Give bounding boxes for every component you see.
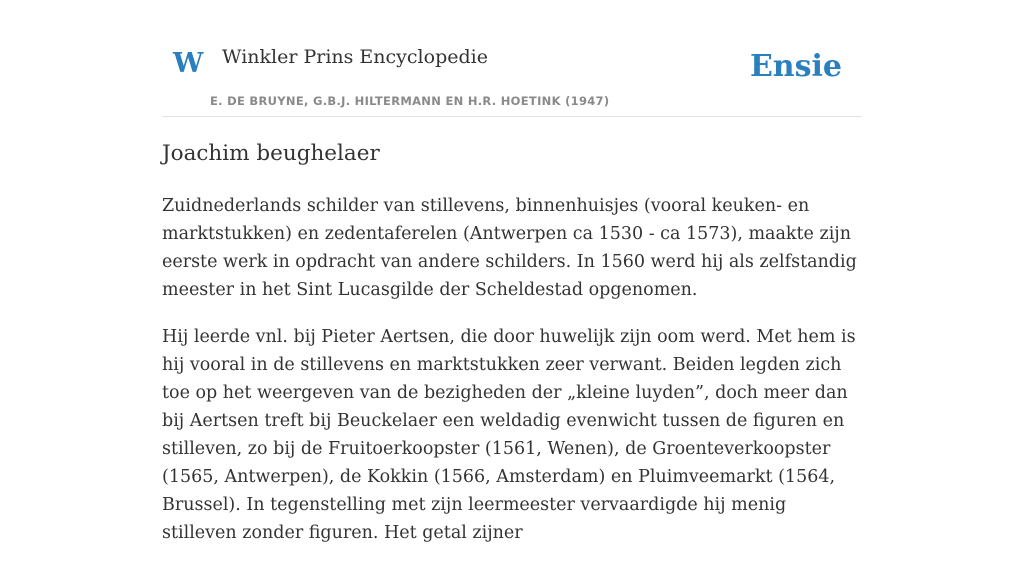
ensie-logo-link[interactable]: Ensie: [749, 49, 842, 84]
article: [162, 138, 862, 566]
article-paragraph: Hij leerde vnl. bij Pieter Aertsen, die door huwelijk zijn oom werd. Met hem is hij vooral in de stillevens en marktstukken zeer verwant. Beiden legden zich toe op het weergeven van de bezigheden der „kleine luyden”, doch meer dan bij Aertsen treft bij Beuckelaer een weldadig evenwicht tussen de figuren en stilleven, zo bij de Fruitoerkoopster (1561, Wenen), de Groenteverkoopster (1565, Antwerpen), de Kokkin (1566, Amsterdam) en Pluimveemarkt (1564, Brussel). In tegenstelling met zijn leermeester vervaardigde hij menig stilleven zonder figuren. Het getal zijner: [162, 327, 856, 543]
article-title: Joachim beughelaer: [162, 141, 380, 166]
authors-line: E. DE BRUYNE, G.B.J. HILTERMANN EN H.R. HOETINK (1947): [210, 94, 610, 108]
article-paragraph: Zuidnederlands schilder van stillevens, binnenhuisjes (vooral keuken- en marktstukken) en zedentaferelen (Antwerpen ca 1530 - ca 1573), maakte zijn eerste werk in opdracht van andere schilders. In 1560 werd hij als zelfstandig meester in het Sint Lucasgilde der Scheldestad opgenomen.: [162, 196, 857, 300]
site-title[interactable]: Winkler Prins Encyclopedie: [222, 46, 488, 68]
winkler-prins-logo[interactable]: W: [173, 48, 204, 79]
site-header: [162, 0, 862, 117]
